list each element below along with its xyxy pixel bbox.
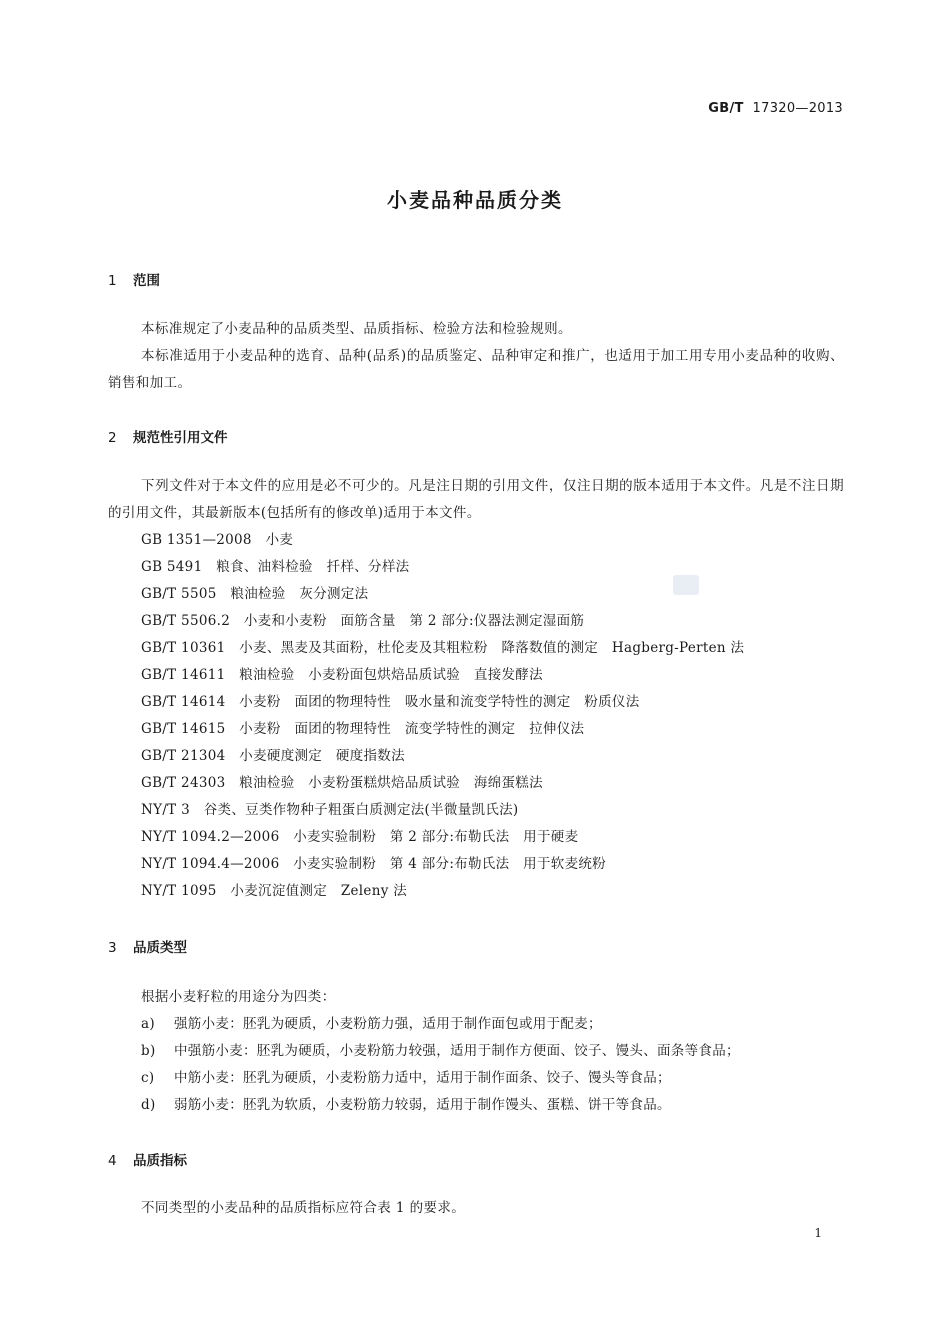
section-1-paragraph-2: 本标准适用于小麦品种的选育、品种(品系)的品质鉴定、品种审定和推广，也适用于加工用专用小麦品种的收购、销售和加工。	[108, 348, 844, 391]
reference-item: NY/T 3 谷类、豆类作物种子粗蛋白质测定法(半微量凯氏法)	[141, 802, 519, 818]
quality-type-item	[141, 1038, 861, 1065]
quality-type-text: 中筋小麦：胚乳为硬质，小麦粉筋力适中，适用于制作面条、饺子、馒头等食品；	[174, 1070, 671, 1086]
reference-item: GB 5491 粮食、油料检验 扦样、分样法	[141, 559, 410, 575]
reference-item: GB/T 10361 小麦、黑麦及其面粉，杜伦麦及其粗粒粉 降落数值的测定 Hagberg-Perten 法	[141, 640, 745, 656]
section-4-paragraph-1: 不同类型的小麦品种的品质指标应符合表 1 的要求。	[141, 1200, 466, 1216]
section-2-heading	[108, 426, 228, 446]
section-1-heading	[108, 269, 160, 289]
list-marker: a)	[141, 1016, 155, 1032]
section-title: 范围	[133, 273, 160, 289]
quality-type-text: 弱筋小麦：胚乳为软质，小麦粉筋力较弱，适用于制作馒头、蛋糕、饼干等食品。	[174, 1097, 671, 1113]
standard-number	[708, 101, 843, 116]
quality-type-text: 强筋小麦：胚乳为硬质，小麦粉筋力强，适用于制作面包或用于配麦；	[174, 1016, 602, 1032]
reference-item: GB 1351—2008 小麦	[141, 532, 294, 548]
section-3-paragraph-1: 根据小麦籽粒的用途分为四类：	[141, 989, 336, 1005]
section-4-heading	[108, 1149, 187, 1169]
section-number: 3	[108, 940, 117, 956]
reference-item: GB/T 14611 粮油检验 小麦粉面包烘焙品质试验 直接发酵法	[141, 667, 543, 683]
normative-references-list	[141, 527, 861, 905]
watermark-logo	[673, 575, 699, 595]
reference-item: GB/T 14614 小麦粉 面团的物理特性 吸水量和流变学特性的测定 粉质仪法	[141, 694, 640, 710]
quality-type-item	[141, 1065, 861, 1092]
reference-item: GB/T 21304 小麦硬度测定 硬度指数法	[141, 748, 405, 764]
reference-item: NY/T 1094.2—2006 小麦实验制粉 第 2 部分:布勒氏法 用于硬麦	[141, 829, 579, 845]
reference-item: GB/T 5506.2 小麦和小麦粉 面筋含量 第 2 部分:仪器法测定湿面筋	[141, 613, 585, 629]
list-marker: b)	[141, 1043, 156, 1059]
section-3-heading	[108, 936, 187, 956]
quality-type-item	[141, 1011, 861, 1038]
reference-item: NY/T 1095 小麦沉淀值测定 Zeleny 法	[141, 883, 408, 899]
list-marker: c)	[141, 1070, 155, 1086]
section-1-paragraph-1: 本标准规定了小麦品种的品质类型、品质指标、检验方法和检验规则。	[141, 321, 572, 337]
reference-item: GB/T 14615 小麦粉 面团的物理特性 流变学特性的测定 拉伸仪法	[141, 721, 585, 737]
standard-prefix: GB/T	[708, 101, 744, 116]
list-marker: d)	[141, 1097, 156, 1113]
section-number: 4	[108, 1153, 117, 1169]
reference-item: NY/T 1094.4—2006 小麦实验制粉 第 4 部分:布勒氏法 用于软麦统粉	[141, 856, 606, 872]
reference-item: GB/T 5505 粮油检验 灰分测定法	[141, 586, 369, 602]
quality-type-item	[141, 1092, 861, 1119]
section-number: 1	[108, 273, 117, 289]
section-title: 品质指标	[133, 1153, 187, 1169]
standard-code: 17320—2013	[752, 101, 843, 116]
quality-type-text: 中强筋小麦：胚乳为硬质，小麦粉筋力较强，适用于制作方便面、饺子、馒头、面条等食品；	[174, 1043, 740, 1059]
document-title: 小麦品种品质分类	[387, 188, 563, 212]
section-number: 2	[108, 430, 117, 446]
section-2-paragraph-1: 下列文件对于本文件的应用是必不可少的。凡是注日期的引用文件，仅注日期的版本适用于本文件。凡是不注日期的引用文件，其最新版本(包括所有的修改单)适用于本文件。	[108, 478, 844, 521]
section-title: 品质类型	[133, 940, 187, 956]
reference-item: GB/T 24303 粮油检验 小麦粉蛋糕烘焙品质试验 海绵蛋糕法	[141, 775, 543, 791]
section-title: 规范性引用文件	[133, 430, 228, 446]
page-number: 1	[814, 1226, 822, 1240]
quality-types-list	[141, 1011, 861, 1119]
